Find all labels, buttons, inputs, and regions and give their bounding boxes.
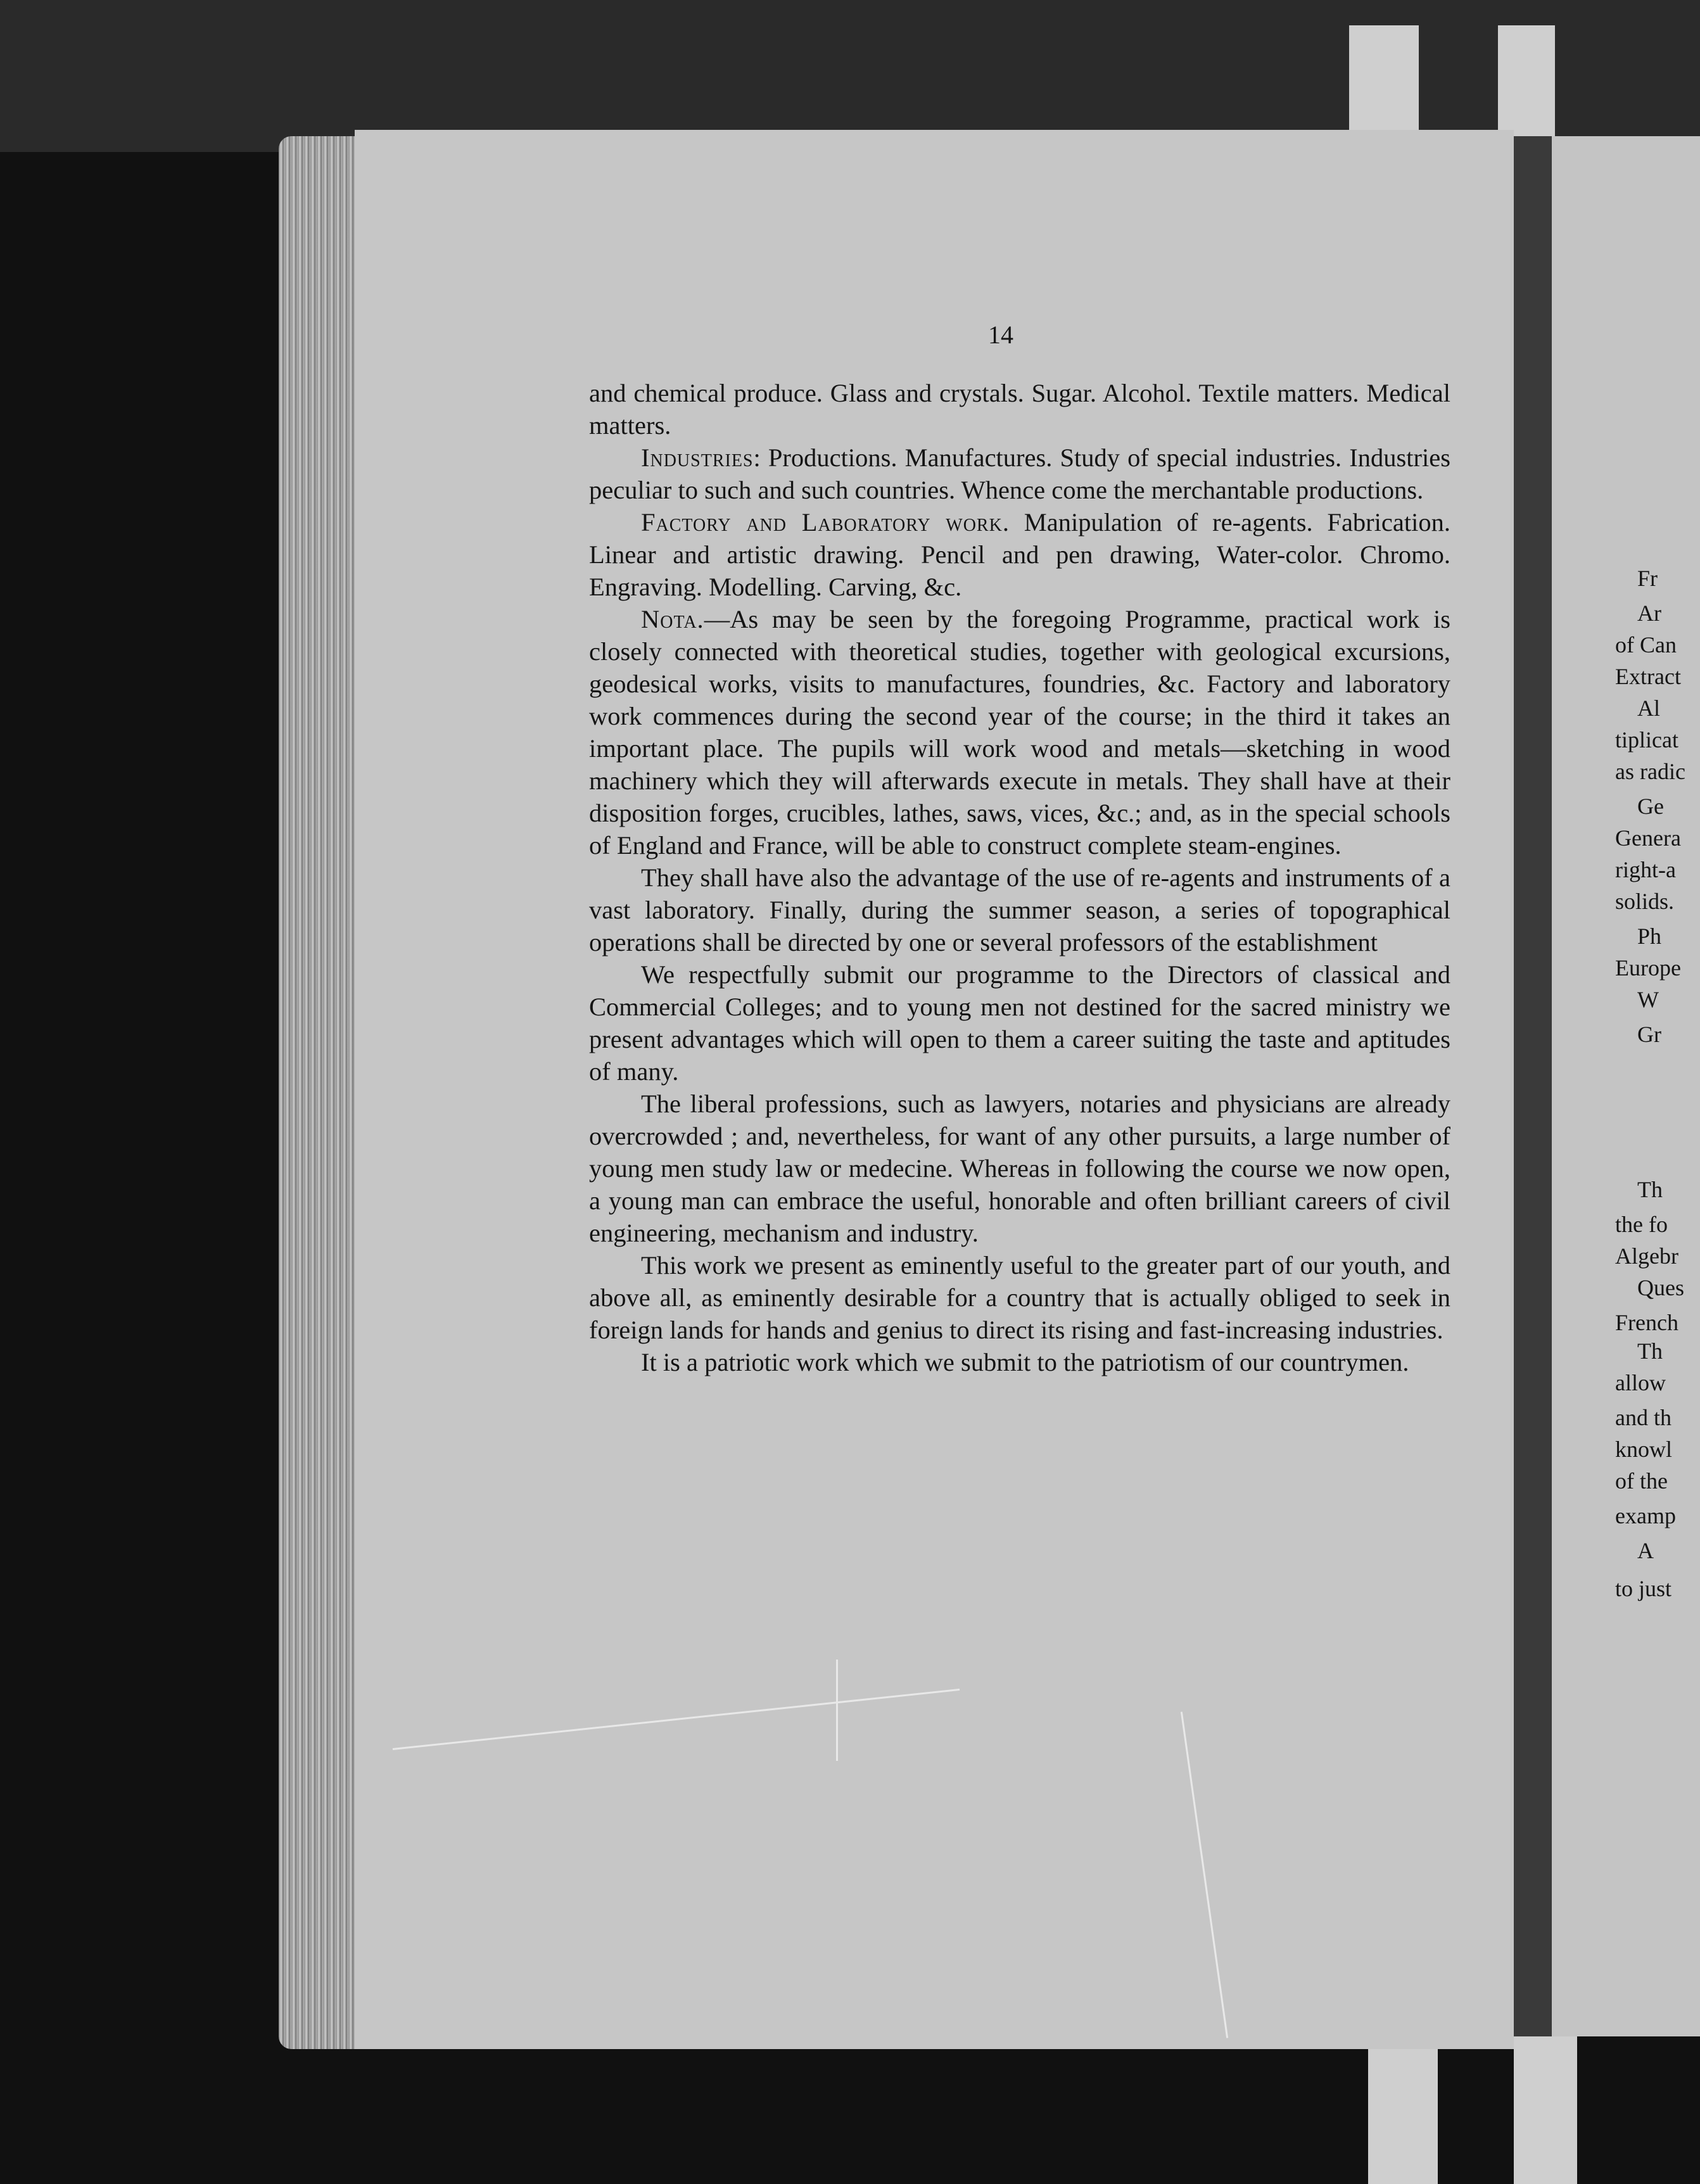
- paragraph-text: and chemical produce. Glass and crystals. Sugar. Alcohol. Textile matters. Medical matters.: [589, 379, 1450, 440]
- paragraph-text: : Productions. Manufactures. Study of special industries. Industries peculiar to such and such countries. Whence come the merchantable productions.: [589, 443, 1450, 504]
- facing-page-fragment: of the: [1615, 1468, 1668, 1494]
- facing-page-fragment: Ge: [1637, 794, 1664, 819]
- paragraph: [589, 1249, 1450, 1346]
- paragraph-heading: Factory and Laboratory work.: [641, 508, 1010, 536]
- page-number: 14: [988, 321, 1013, 349]
- facing-page-fragment: the fo: [1615, 1212, 1668, 1237]
- facing-page-fragment: Th: [1637, 1338, 1663, 1364]
- facing-page-fragment: solids.: [1615, 889, 1675, 914]
- facing-page-fragment: allow: [1615, 1370, 1666, 1395]
- facing-page-fragment: Ques: [1637, 1275, 1684, 1300]
- paragraph: [589, 377, 1450, 441]
- facing-page-fragment: French: [1615, 1310, 1678, 1335]
- page-clip-top-left: [1349, 25, 1419, 139]
- facing-page-fragment: Al: [1637, 695, 1660, 721]
- facing-page-fragment: knowl: [1615, 1437, 1672, 1462]
- book-page-edges: [279, 136, 367, 2049]
- paragraph: [589, 506, 1450, 603]
- page-clip-bottom-right: [1514, 2033, 1577, 2184]
- paragraph-heading: Industries: [641, 443, 754, 472]
- facing-page-fragment: examp: [1615, 1503, 1676, 1528]
- facing-page-fragment: Fr: [1637, 566, 1658, 591]
- facing-page-fragment: Genera: [1615, 825, 1681, 851]
- facing-page-fragment: Th: [1637, 1177, 1663, 1202]
- paragraph-text: The liberal professions, such as lawyers, notaries and physicians are already overcrowded ; and, nevertheless, for want of any other pursuits, a large number of young men study law or medecine. Whereas in following the course we now open, a young man can embrace the useful, honorable and often brilliant careers of civil engineering, mechanism and industry.: [589, 1089, 1450, 1247]
- facing-page: [1552, 136, 1700, 2036]
- paragraph: [589, 603, 1450, 861]
- paragraph-text: We respectfully submit our programme to the Directors of classical and Commercial Colleges; and to young men not destined for the sacred ministry we present advantages which will open to them a career suiting the taste and aptitudes of many.: [589, 960, 1450, 1086]
- facing-page-fragment: Ph: [1637, 924, 1662, 949]
- paragraph: [589, 441, 1450, 506]
- page-body-text: [589, 377, 1450, 1378]
- facing-page-fragment: and th: [1615, 1405, 1671, 1430]
- facing-page-fragment: Extract: [1615, 664, 1681, 689]
- facing-page-fragment: Europe: [1615, 955, 1681, 981]
- page-clip-top-right: [1498, 25, 1555, 139]
- facing-page-fragment: tiplicat: [1615, 727, 1678, 752]
- paragraph-text: It is a patriotic work which we submit to the patriotism of our countrymen.: [641, 1348, 1409, 1376]
- film-border-top: [0, 0, 1700, 152]
- facing-page-fragment: A: [1637, 1538, 1654, 1563]
- paragraph: [589, 861, 1450, 958]
- paragraph: [589, 1088, 1450, 1249]
- facing-page-fragment: to just: [1615, 1576, 1672, 1601]
- paragraph-text: They shall have also the advantage of the use of re-agents and instruments of a vast laboratory. Finally, during the summer season, a series of topographical operations shall be directed by one or several professors of the establishment: [589, 863, 1450, 956]
- paragraph: [589, 958, 1450, 1088]
- facing-page-fragment: W: [1637, 987, 1659, 1012]
- book-gutter: [1514, 136, 1552, 2036]
- paragraph: [589, 1346, 1450, 1378]
- film-scratch: [836, 1660, 838, 1761]
- facing-page-fragment: Ar: [1637, 600, 1661, 626]
- facing-page-fragment: of Can: [1615, 632, 1677, 657]
- paragraph-heading: Nota.: [641, 605, 704, 633]
- facing-page-fragment: Algebr: [1615, 1243, 1678, 1269]
- paragraph-text: —As may be seen by the foregoing Programme, practical work is closely connected with theoretical studies, together with geological excursions, geodesical works, visits to manufactures, foundries, &c. Factory and laboratory work commences during the second year of the course; in the third it takes an important place. The pupils will work wood and metals—sketching in wood machinery which they will afterwards execute in metals. They shall have at their disposition forges, crucibles, lathes, saws, vices, &c.; and, as in the special schools of England and France, will be able to construct complete steam-engines.: [589, 605, 1450, 860]
- paragraph-text: This work we present as eminently useful to the greater part of our youth, and above all, as eminently desirable for a country that is actually obliged to seek in foreign lands for hands and genius to direct its rising and fast-increasing industries.: [589, 1251, 1450, 1344]
- facing-page-fragment: right-a: [1615, 857, 1676, 882]
- page-clip-bottom-left: [1368, 2033, 1438, 2184]
- facing-page-fragment: Gr: [1637, 1022, 1661, 1047]
- paragraph-text: Manipulation of re-agents. Fabrication. Linear and artistic drawing. Pencil and pen drawing, Water-color. Chromo. Engraving. Modelling. Carving, &c.: [589, 508, 1450, 601]
- facing-page-fragment: as radic: [1615, 759, 1685, 784]
